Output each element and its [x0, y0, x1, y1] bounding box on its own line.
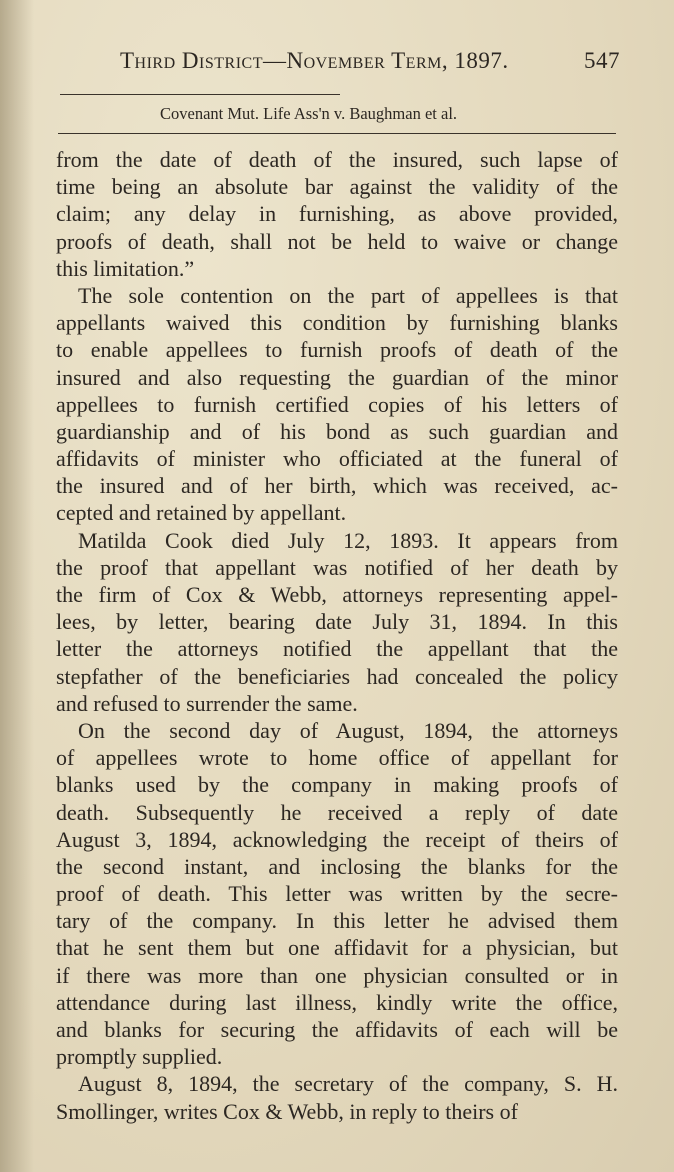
binding-shadow [0, 0, 34, 1172]
text-line: tary of the company. In this letter he advised them [56, 908, 618, 934]
body-text [56, 146, 618, 1125]
case-caption: Covenant Mut. Life Ass'n v. Baughman et al. [160, 104, 458, 123]
text-line: cepted and retained by appellant. [56, 500, 347, 526]
text-line: death. Subsequently he received a reply of date [56, 799, 618, 825]
running-head-title: Third District—November Term, 1897. [120, 48, 509, 73]
header-rule [60, 94, 340, 95]
text-line: Matilda Cook died July 12, 1893. It appears from [78, 527, 618, 553]
text-line: Smollinger, writes Cox & Webb, in reply to theirs of [56, 1098, 518, 1124]
text-line: this limitation.” [56, 255, 195, 281]
paragraph [56, 527, 618, 717]
text-line: the proof that appellant was notified of her death by [56, 554, 618, 580]
text-line: appellees to furnish certified copies of his letters of [56, 391, 618, 417]
text-line: guardianship and of his bond as such guardian and [56, 418, 618, 444]
text-line: letter the attorneys notified the appellant that the [56, 636, 618, 662]
text-line: time being an absolute bar against the validity of the [56, 174, 618, 200]
paragraph [56, 1070, 618, 1124]
text-line: the insured and of her birth, which was received, ac- [56, 473, 618, 499]
paragraph [56, 146, 618, 282]
text-line: insured and also requesting the guardian of the minor [56, 364, 618, 390]
text-line: lees, by letter, bearing date July 31, 1894. In this [56, 609, 618, 635]
text-line: of appellees wrote to home office of appellant for [56, 745, 618, 771]
text-line: claim; any delay in furnishing, as above provided, [56, 201, 618, 227]
page-number: 547 [584, 48, 620, 73]
text-line: that he sent them but one affidavit for a physician, but [56, 935, 618, 961]
paragraph [56, 717, 618, 1070]
text-line: blanks used by the company in making proofs of [56, 772, 618, 798]
text-line: the second instant, and inclosing the blanks for the [56, 853, 618, 879]
text-line: and blanks for securing the affidavits of each will be [56, 1017, 618, 1042]
text-line: stepfather of the beneficiaries had concealed the policy [56, 663, 618, 689]
text-line: proof of death. This letter was written by the secre- [56, 881, 618, 907]
text-line: if there was more than one physician consulted or in [56, 962, 618, 988]
text-line: attendance during last illness, kindly write the office, [56, 989, 618, 1015]
text-line: August 3, 1894, acknowledging the receipt of theirs of [56, 826, 618, 852]
text-line: promptly supplied. [56, 1044, 223, 1070]
text-line: affidavits of minister who officiated at the funeral of [56, 446, 618, 472]
running-head [120, 48, 620, 78]
text-line: and refused to surrender the same. [56, 690, 358, 716]
text-line: proofs of death, shall not be held to waive or change [56, 228, 618, 254]
text-line: appellants waived this condition by furnishing blanks [56, 310, 618, 336]
caption-rule [58, 133, 616, 134]
text-line: August 8, 1894, the secretary of the company, S. H. [78, 1071, 618, 1097]
paragraph [56, 282, 618, 527]
text-line: from the date of death of the insured, such lapse of [56, 147, 618, 172]
text-line: On the second day of August, 1894, the attorneys [78, 717, 618, 743]
text-line: to enable appellees to furnish proofs of death of the [56, 337, 618, 363]
text-line: the firm of Cox & Webb, attorneys representing appel- [56, 582, 618, 607]
text-line: The sole contention on the part of appellees is that [78, 282, 618, 308]
